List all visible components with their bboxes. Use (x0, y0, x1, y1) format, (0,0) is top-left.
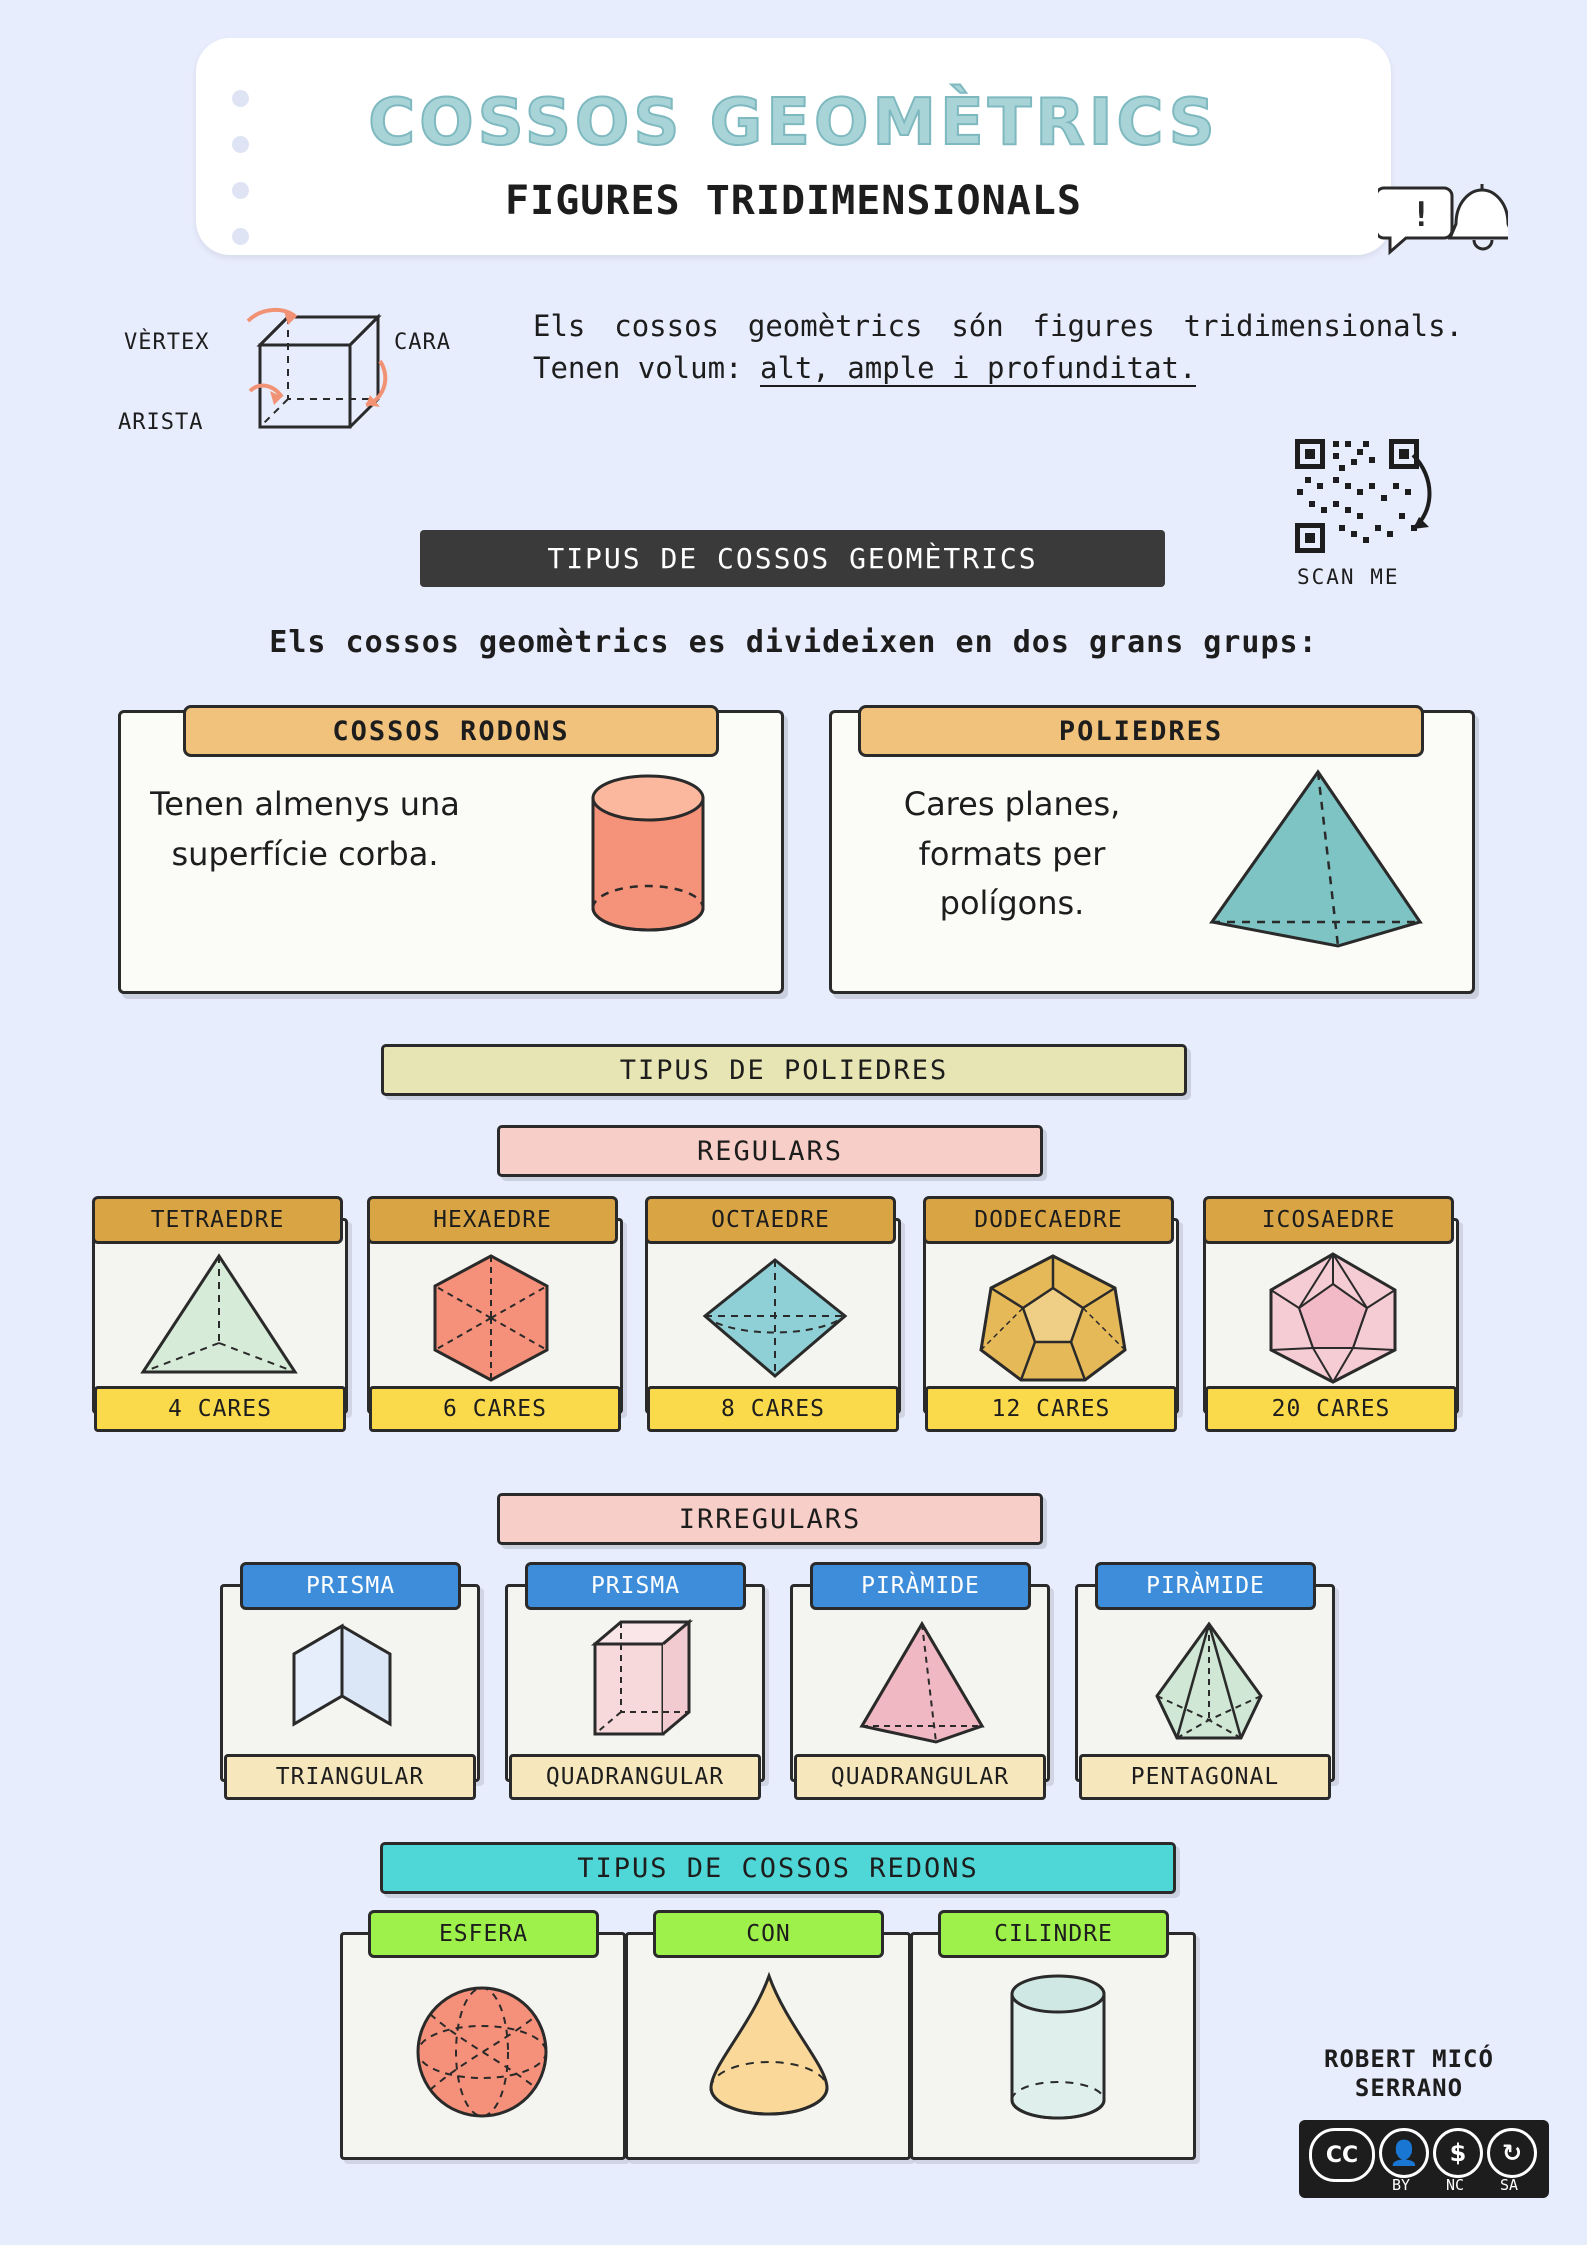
fig-tab-dodecaedre: DODECAEDRE (923, 1196, 1174, 1244)
fig-foot-piramide-pentagonal: PENTAGONAL (1079, 1754, 1331, 1800)
fig-tab-octaedre: OCTAEDRE (645, 1196, 896, 1244)
sphere-icon (410, 1980, 560, 2130)
fig-card-piramide-quadrangular (790, 1562, 1052, 1802)
fig-card-cilindre (910, 1910, 1200, 2155)
punch-hole (232, 228, 249, 245)
cc-sa-icon: ↻ (1487, 2128, 1537, 2178)
fig-card-prisma-triangular (220, 1562, 482, 1802)
fig-foot-dodecaedre: 12 CARES (925, 1386, 1177, 1432)
fig-card-esfera (340, 1910, 630, 2155)
cylinder-orange-icon (575, 770, 745, 960)
intro-text-plain: Els cossos geomètrics són figures tridimensionals. Tenen volum: (533, 309, 1463, 386)
cc-nc-label: NC (1445, 2176, 1465, 2194)
page-title: COSSOS GEOMÈTRICS (368, 86, 1219, 160)
qr-code-icon[interactable] (1293, 437, 1443, 557)
cc-nc-icon: $ (1433, 2128, 1483, 2178)
octahedron-icon (697, 1254, 857, 1384)
fig-foot-prisma-triangular: TRIANGULAR (224, 1754, 476, 1800)
cube-diagram-icon (240, 305, 400, 445)
fig-tab-con: CON (653, 1910, 884, 1958)
fig-foot-octaedre: 8 CARES (647, 1386, 899, 1432)
qr-caption: SCAN ME (1297, 565, 1400, 589)
intro-paragraph (533, 305, 1463, 389)
hexahedron-icon (425, 1250, 575, 1385)
banner-types-of-solids: TIPUS DE COSSOS GEOMÈTRICS (420, 530, 1165, 587)
label-vertex: VÈRTEX (124, 330, 210, 355)
cc-by-label: BY (1391, 2176, 1411, 2194)
cc-icon: CC (1309, 2128, 1375, 2182)
fig-card-dodecaedre (923, 1196, 1181, 1436)
fig-card-hexaedre (367, 1196, 625, 1436)
banner-types-polyhedra: TIPUS DE POLIEDRES (381, 1044, 1187, 1096)
fig-foot-prisma-quadrangular: QUADRANGULAR (509, 1754, 761, 1800)
pyramid-teal-icon (1190, 760, 1440, 970)
fig-card-tetraedre (92, 1196, 350, 1436)
fig-card-octaedre (645, 1196, 903, 1436)
prism-quadrangular-icon (573, 1616, 718, 1750)
fig-card-prisma-quadrangular (505, 1562, 767, 1802)
fig-card-icosaedre (1203, 1196, 1461, 1436)
fig-tab-icosaedre: ICOSAEDRE (1203, 1196, 1454, 1244)
fig-tab-hexaedre: HEXAEDRE (367, 1196, 618, 1244)
fig-tab-prisma-triangular: PRISMA (240, 1562, 461, 1610)
intro-text-underlined: alt, ample i profunditat. (759, 351, 1197, 386)
divide-sentence: Els cossos geomètrics es divideixen en dos grans grups: (269, 625, 1318, 660)
banner-round-solids: TIPUS DE COSSOS REDONS (380, 1842, 1176, 1894)
cc-sa-label: SA (1499, 2176, 1519, 2194)
creative-commons-badge (1299, 2120, 1549, 2198)
prism-triangular-icon (286, 1620, 431, 1750)
fig-card-con (625, 1910, 915, 2155)
card-cossos-rodons-text: Tenen almenys una superfície corba. (150, 785, 460, 873)
fig-tab-cilindre: CILINDRE (938, 1910, 1169, 1958)
fig-foot-tetraedre: 4 CARES (94, 1386, 346, 1432)
credits (1269, 2045, 1549, 2103)
pyramid-quadrangular-icon (846, 1618, 1006, 1750)
fig-foot-icosaedre: 20 CARES (1205, 1386, 1457, 1432)
icosahedron-icon (1257, 1250, 1412, 1386)
pyramid-pentagonal-icon (1137, 1618, 1287, 1750)
cone-icon (697, 1970, 847, 2130)
fig-tab-piramide-quadrangular: PIRÀMIDE (810, 1562, 1031, 1610)
credit-line-2: SERRANO (1354, 2073, 1464, 2102)
fig-tab-tetraedre: TETRAEDRE (92, 1196, 343, 1244)
tetrahedron-icon (137, 1248, 302, 1383)
header-card (196, 38, 1391, 255)
banner-irregular: IRREGULARS (497, 1493, 1043, 1545)
fig-foot-hexaedre: 6 CARES (369, 1386, 621, 1432)
fig-foot-piramide-quadrangular: QUADRANGULAR (794, 1754, 1046, 1800)
fig-tab-prisma-quadrangular: PRISMA (525, 1562, 746, 1610)
fig-tab-esfera: ESFERA (368, 1910, 599, 1958)
card-poliedres-text: Cares planes, formats per polígons. (903, 785, 1121, 923)
cc-by-icon: 👤 (1379, 2128, 1429, 2178)
cylinder-icon (992, 1970, 1132, 2130)
label-cara: CARA (394, 330, 451, 355)
card-cossos-rodons-tab: COSSOS RODONS (183, 705, 719, 757)
credit-line-1: ROBERT MICÓ (1324, 2045, 1494, 2073)
banner-regular: REGULARS (497, 1125, 1043, 1177)
fig-card-piramide-pentagonal (1075, 1562, 1337, 1802)
notification-bell-icon (1378, 180, 1508, 290)
card-poliedres-tab: POLIEDRES (858, 705, 1424, 757)
svg-text:!: ! (1411, 195, 1432, 235)
label-arista: ARISTA (118, 410, 204, 435)
page-subtitle: FIGURES TRIDIMENSIONALS (505, 178, 1082, 224)
dodecahedron-icon (975, 1252, 1135, 1387)
fig-tab-piramide-pentagonal: PIRÀMIDE (1095, 1562, 1316, 1610)
